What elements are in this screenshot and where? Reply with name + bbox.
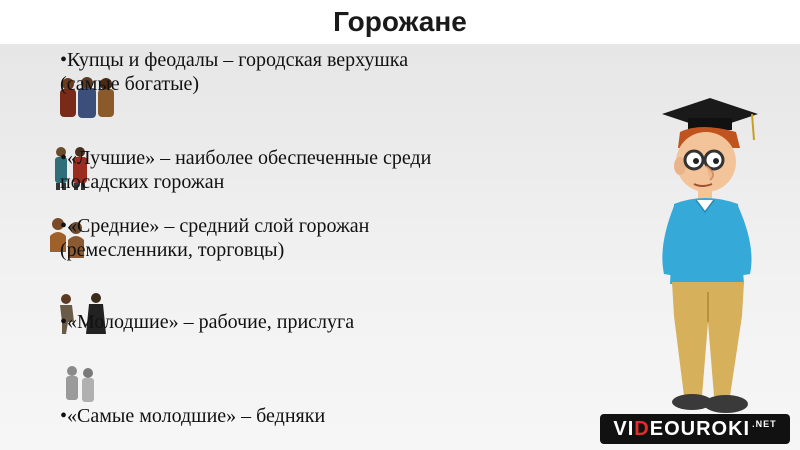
list-item	[60, 146, 580, 194]
logo-text-part1: VI	[613, 417, 635, 440]
list-item	[60, 214, 580, 262]
item-line-1: •«Лучшие» – наиболее обеспеченные среди	[60, 147, 432, 169]
logo-suffix: .NET	[752, 419, 777, 429]
student-character-icon	[640, 96, 770, 418]
title-bar	[0, 0, 800, 44]
item-line-2: (ремесленники, торговцы)	[60, 239, 285, 261]
list-item	[60, 310, 580, 334]
item-line-2: посадских горожан	[60, 171, 225, 193]
list-item	[60, 48, 580, 96]
item-line-2: (самые богатые)	[60, 73, 200, 95]
item-line-1: •«Средние» – средний слой горожан	[60, 215, 370, 237]
logo-text-part3: EOUROKI	[649, 417, 751, 440]
slide-title: Горожане	[333, 6, 467, 37]
item-line-1: •«Молодшие» – рабочие, прислуга	[60, 311, 355, 333]
list-item	[60, 404, 580, 428]
item-line-1: •Купцы и феодалы – городская верхушка	[60, 49, 409, 71]
item-line-1: •«Самые молодшие» – бедняки	[60, 405, 326, 427]
videouroki-logo	[600, 414, 790, 444]
logo-text-part2: D	[634, 417, 650, 440]
poor-townspeople-icon	[62, 364, 98, 404]
